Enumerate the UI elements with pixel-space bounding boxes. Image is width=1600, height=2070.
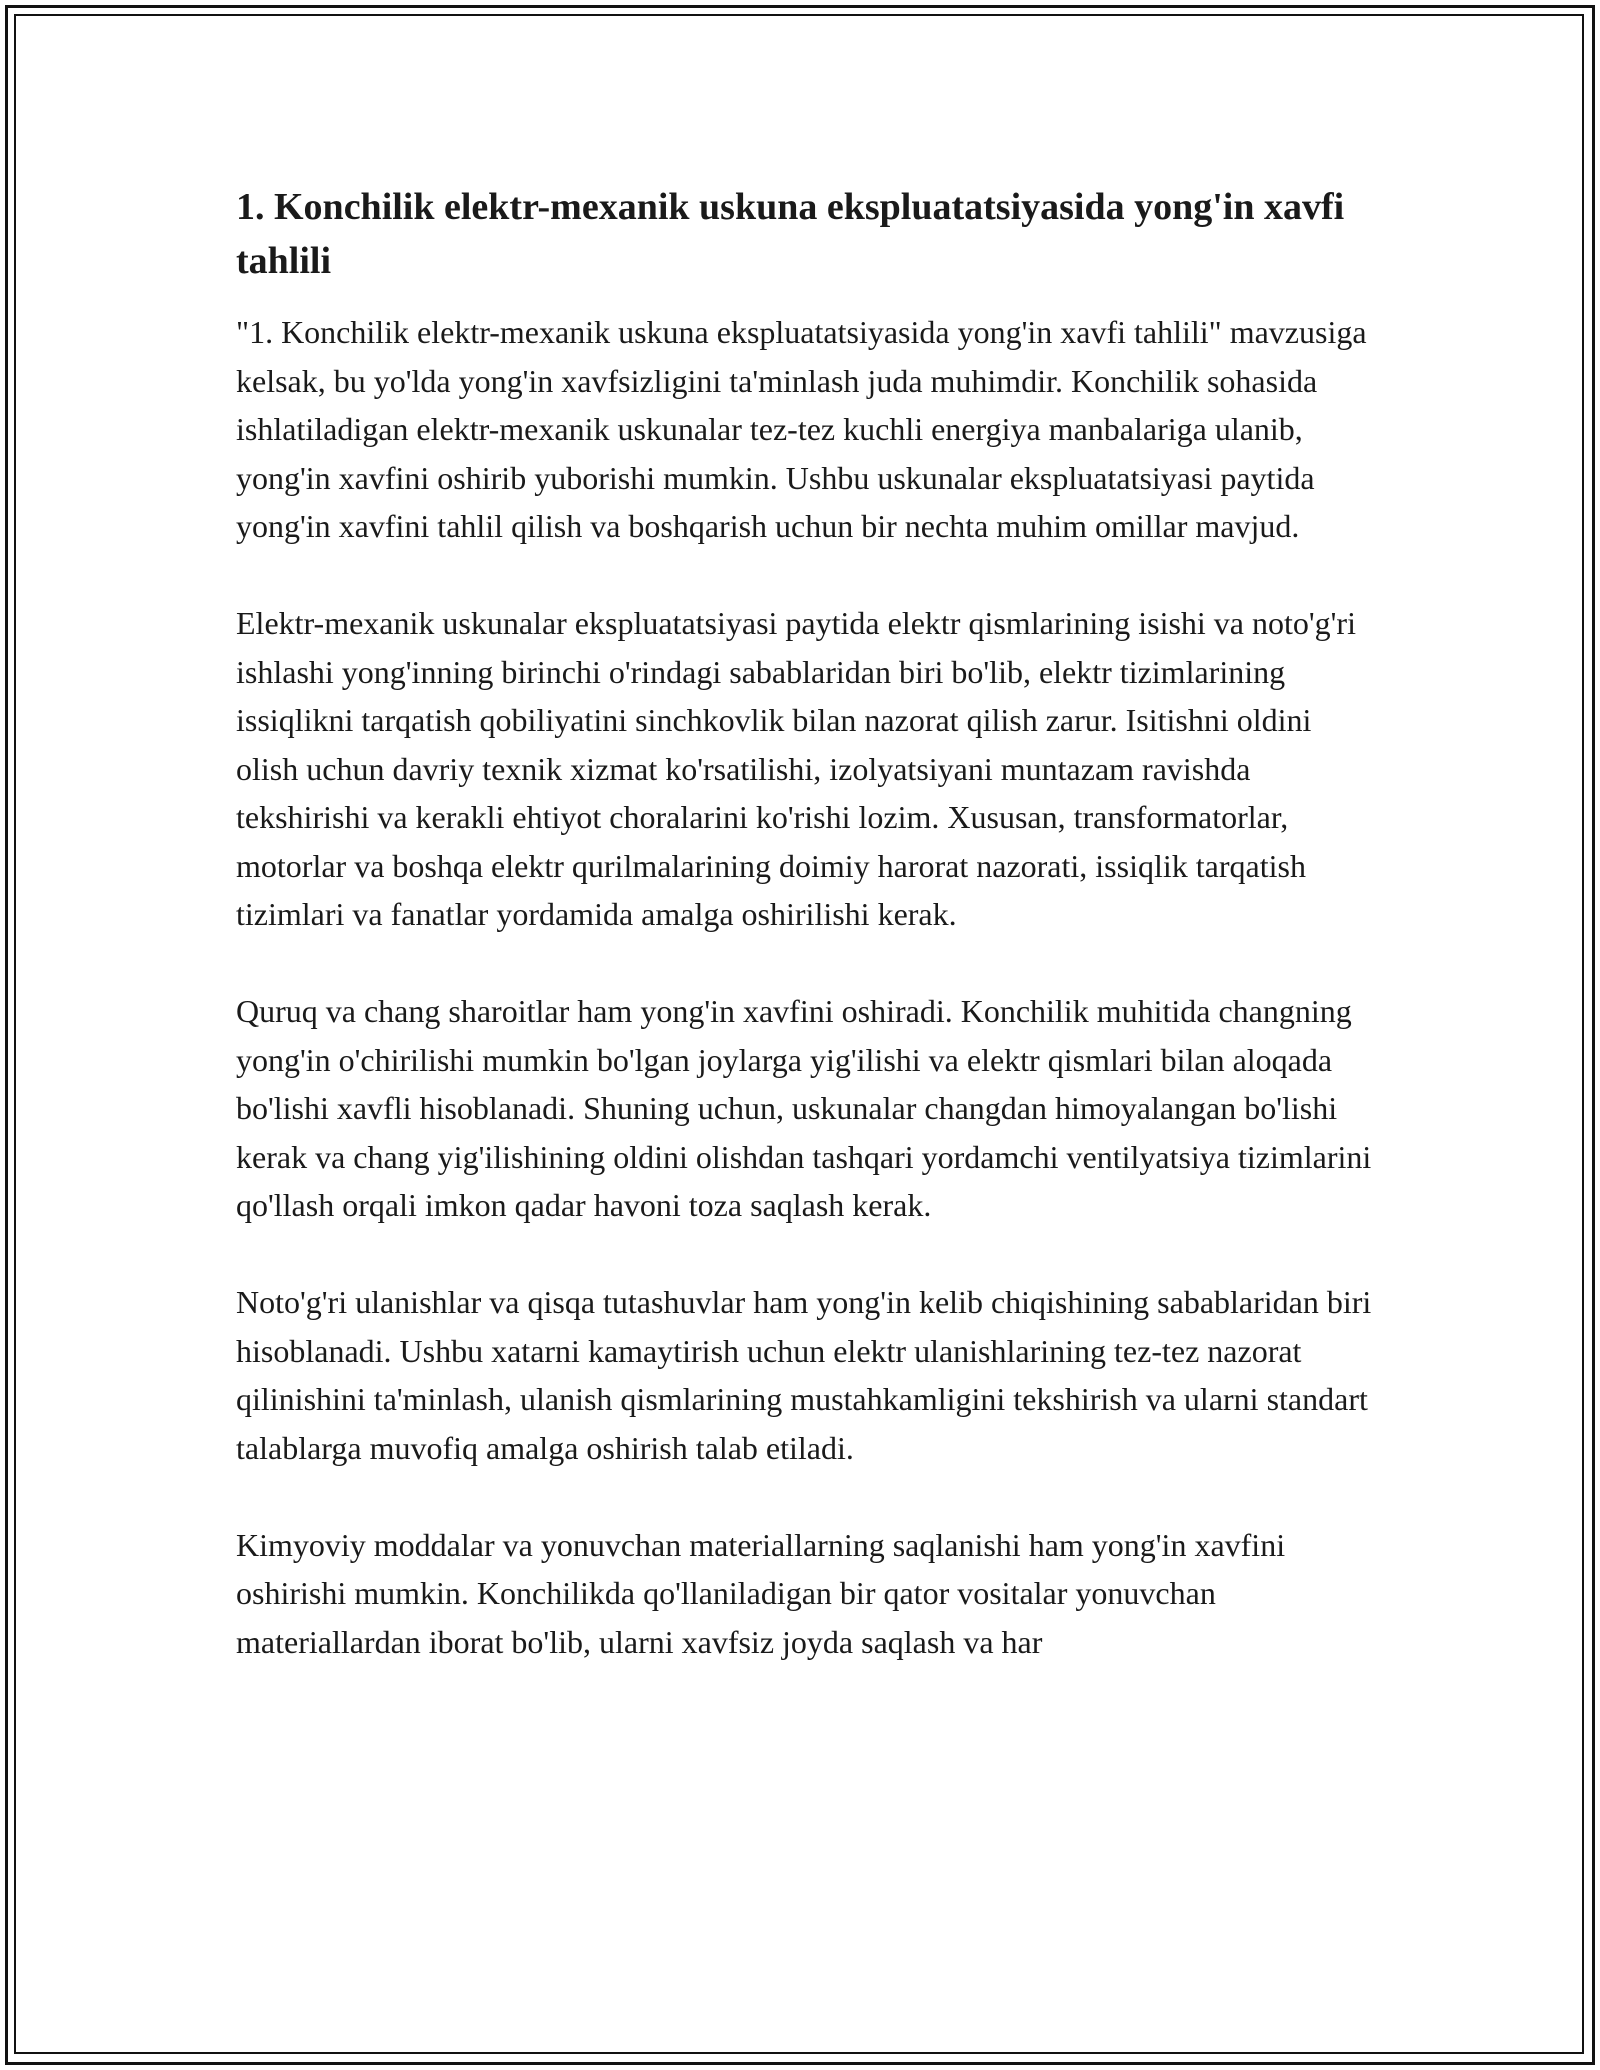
paragraph-4: Noto'g'ri ulanishlar va qisqa tutashuvlar ham yong'in kelib chiqishining sabablaridan biri hisoblanadi. Ushbu xatarni kamaytirish uchun elektr ulanishlarining tez-tez nazorat qilinishini ta'minlash, ulanish qismlarining mustahkamligini tekshirish va ularni standart talablarga muvofiq amalga oshirish talab etiladi.	[236, 1284, 1372, 1466]
paragraph-2: Elektr-mexanik uskunalar ekspluatatsiyasi paytida elektr qismlarining isishi va noto'g'ri ishlashi yong'inning birinchi o'rindagi sabablaridan biri bo'lib, elektr tizimlarining issiqlikni tarqatish qobiliyatini sinchkovlik bilan nazorat qilish zarur. Isitishni oldini olish uchun davriy texnik xizmat ko'rsatilishi, izolyatsiyani muntazam ravishda tekshirishi va kerakli ehtiyot choralarini ko'rishi lozim. Xususan, transformatorlar, motorlar va boshqa elektr qurilmalarining doimiy harorat nazorati, issiqlik tarqatish tizimlari va fanatlar yordamida amalga oshirilishi kerak.	[236, 605, 1356, 932]
paragraph-1: "1. Konchilik elektr-mexanik uskuna ekspluatatsiyasida yong'in xavfi tahlili" mavzusiga kelsak, bu yo'lda yong'in xavfsizligini ta'minlash juda muhimdir. Konchilik sohasida ishlatiladigan elektr-mexanik uskunalar tez-tez kuchli energiya manbalariga ulanib, yong'in xavfini oshirib yuborishi mumkin. Ushbu uskunalar ekspluatatsiyasi paytida yong'in xavfini tahlil qilish va boshqarish uchun bir nechta muhim omillar mavjud.	[236, 314, 1367, 544]
paragraph-5: Kimyoviy moddalar va yonuvchan materiallarning saqlanishi ham yong'in xavfini oshirishi mumkin. Konchilikda qo'llaniladigan bir qator vositalar yonuvchan materiallardan iborat bo'lib, ularni xavfsiz joyda saqlash va har	[236, 1526, 1286, 1660]
document-body	[236, 180, 1376, 1715]
document-title: 1. Konchilik elektr-mexanik uskuna ekspluatatsiyasida yong'in xavfi tahlili	[236, 186, 1345, 282]
paragraph-3: Quruq va chang sharoitlar ham yong'in xavfini oshiradi. Konchilik muhitida changning yong'in o'chirilishi mumkin bo'lgan joylarga yig'ilishi va elektr qismlari bilan aloqada bo'lishi xavfli hisoblanadi. Shuning uchun, uskunalar changdan himoyalangan bo'lishi kerak va chang yig'ilishining oldini olishdan tashqari yordamchi ventilyatsiya tizimlarini qo'llash orqali imkon qadar havoni toza saqlash kerak.	[236, 993, 1372, 1223]
